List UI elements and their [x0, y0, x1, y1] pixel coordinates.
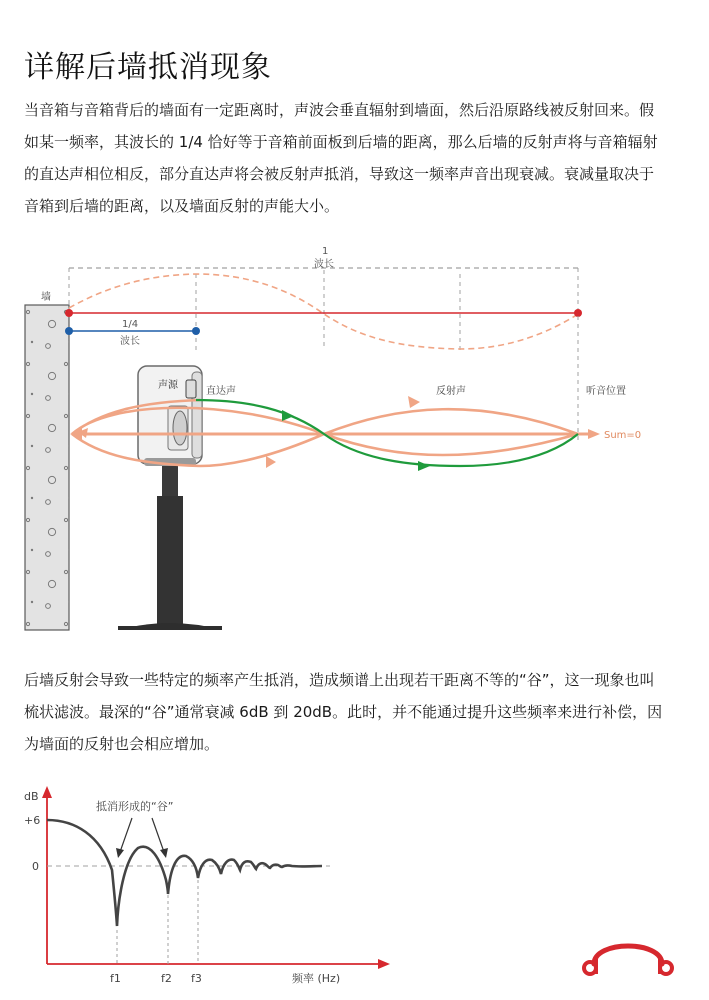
plus6-label: +6: [24, 814, 41, 827]
wall-reflection-diagram: [0, 230, 709, 640]
wavelength-number: 1: [322, 246, 329, 257]
intro-paragraph: 当音箱与音箱背后的墙面有一定距离时，声波会垂直辐射到墙面，然后沿原路线被反射回来。假如某一频率，其波长的 1/4 恰好等于音箱前面板到后墙的距离，那么后墙的反射声将与音箱辐射的直达声相位相反，部分直达声将会被反射声抵消，导致这一频率声音出现衰减。衰减量取决于音箱到后墙的距离，以及墙面反射的声能大小。: [24, 101, 658, 215]
wall-label: 墙: [41, 292, 51, 303]
wavelength-text: 波长: [314, 259, 334, 270]
quarter-start-point: [65, 327, 73, 335]
wall-point-red: [65, 309, 73, 317]
sum-label: Sum=0: [604, 430, 642, 441]
quarter-text: 波长: [120, 336, 140, 347]
wall: [25, 305, 69, 630]
quarter-end-point: [192, 327, 200, 335]
headphone-logo-icon: [580, 930, 680, 980]
direct-arrow-1: [282, 410, 294, 421]
zero-label: 0: [32, 860, 39, 873]
annotation-arrow-2: [160, 848, 168, 858]
direct-label: 直达声: [206, 386, 236, 397]
direct-arrow-2: [418, 461, 430, 471]
response-curve: [47, 820, 322, 926]
dip-annotation: 抵消形成的“谷”: [96, 800, 174, 813]
source-label: 声源: [158, 380, 178, 391]
x-axis-arrow: [378, 959, 390, 969]
x-axis-label: 频率 (Hz): [292, 972, 341, 985]
f2-label: f2: [161, 972, 172, 985]
y-axis-arrow: [42, 786, 52, 798]
f3-label: f3: [191, 972, 202, 985]
reflected-arrow-1: [408, 396, 420, 408]
annotation-pointer-1: [120, 818, 132, 852]
listener-point-red: [574, 309, 582, 317]
annotation-pointer-2: [152, 818, 164, 852]
quarter-number: 1/4: [122, 319, 139, 330]
comb-filter-paragraph: 后墙反射会导致一些特定的频率产生抵消，造成频谱上出现若干距离不等的“谷”，这一现象也叫梳状滤波。最深的“谷”通常衰减 6dB 到 20dB。此时，并不能通过提升这些频率来进行补偿，因为墙面的反射也会相应增加。: [24, 671, 663, 753]
listening-position-label: 听音位置: [586, 386, 626, 397]
annotation-arrow-1: [116, 848, 124, 858]
comb-filter-response-chart: [0, 780, 400, 995]
wavelength-dimension: [69, 268, 578, 350]
page-title: 详解后墙抵消现象: [24, 50, 272, 85]
y-unit-label: dB: [24, 790, 39, 803]
center-arrow-right: [588, 429, 600, 439]
speaker-stand: [118, 460, 222, 630]
f1-label: f1: [110, 972, 121, 985]
reflected-label: 反射声: [436, 386, 466, 397]
reflected-arrow-2: [266, 456, 276, 468]
